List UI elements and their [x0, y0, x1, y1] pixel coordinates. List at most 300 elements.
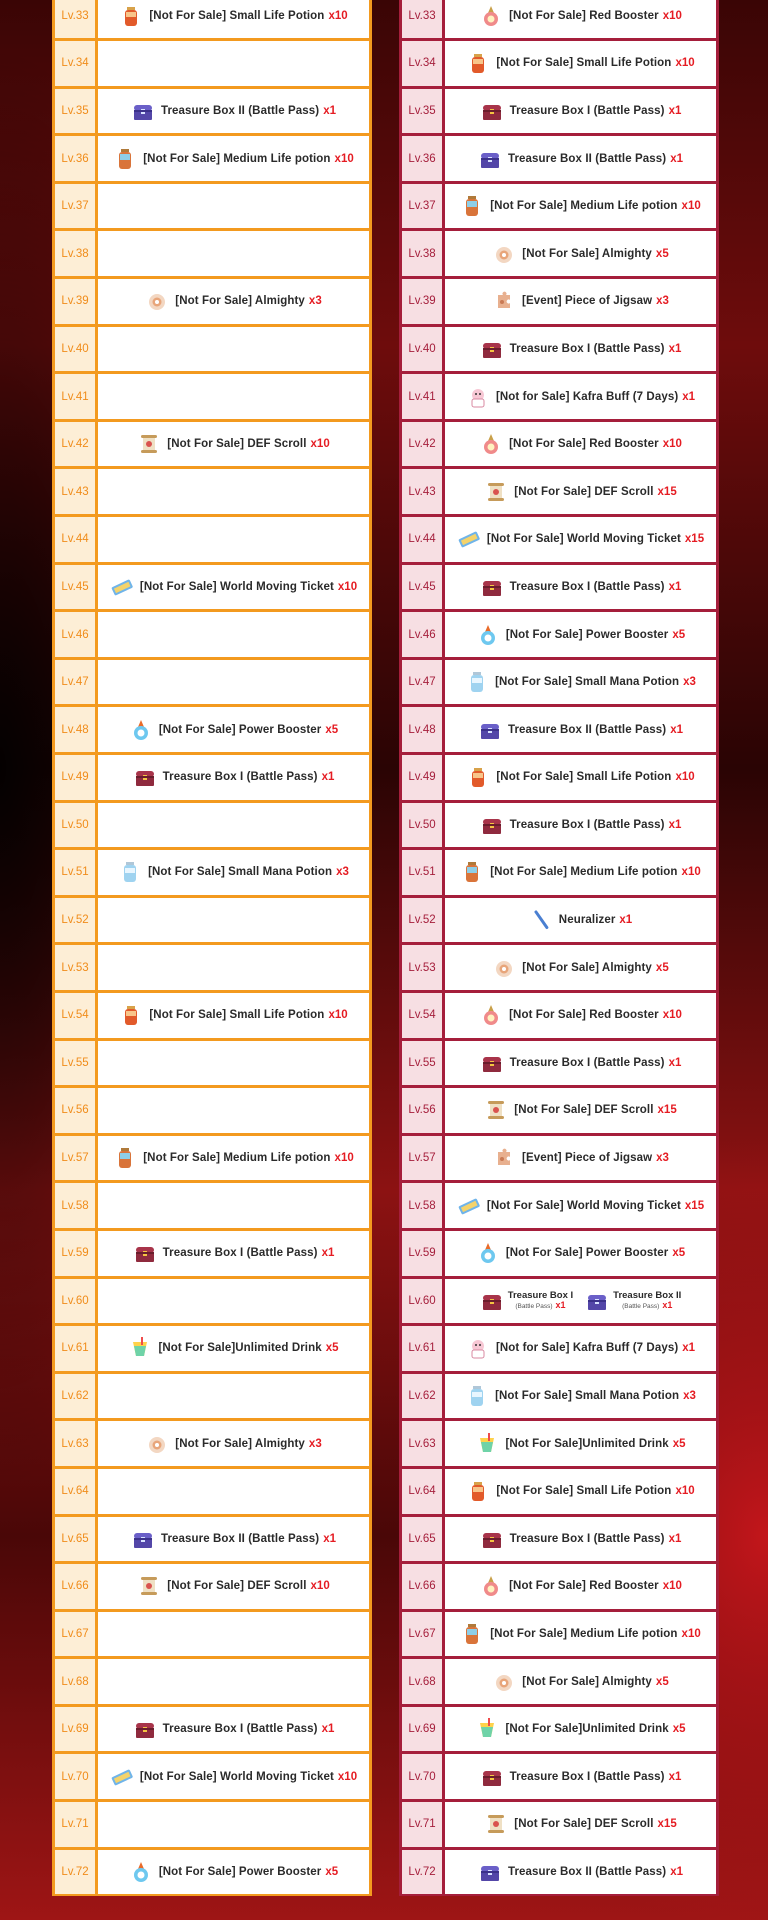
level-label: Lv.50: [402, 803, 442, 848]
free-reward-row: [52, 1563, 372, 1611]
reward-name: [Not For Sale]Unlimited Drink: [505, 1723, 669, 1736]
reward-name: Treasure Box I (Battle Pass): [509, 342, 665, 355]
reward-name: [Not For Sale] World Moving Ticket: [139, 580, 334, 593]
level-label: Lv.60: [55, 1279, 95, 1324]
free-reward-row: [52, 0, 372, 40]
premium-reward-row: [399, 1087, 719, 1135]
reward-name: [Not For Sale] Medium Life potion: [143, 1152, 331, 1165]
reward-cell: [98, 1517, 369, 1562]
level-label: Lv.38: [402, 231, 442, 276]
reward-cell: [445, 660, 716, 705]
reward-quantity: x10: [675, 771, 695, 784]
def-scroll-icon: [137, 432, 161, 456]
def-scroll-icon: [484, 1098, 508, 1122]
reward-quantity: x15: [657, 485, 677, 498]
reward-cell: [445, 1802, 716, 1847]
unlimited-drink-icon: [128, 1336, 152, 1360]
reward-cell: [445, 803, 716, 848]
level-label: Lv.59: [55, 1231, 95, 1276]
reward-cell: [98, 327, 369, 372]
reward-name: [Not For Sale] Almighty: [522, 247, 652, 260]
level-label: Lv.62: [402, 1374, 442, 1419]
premium-reward-row: [399, 468, 719, 516]
treasure-box-i-icon: [480, 337, 504, 361]
level-label: Lv.55: [402, 1041, 442, 1086]
level-label: Lv.65: [55, 1517, 95, 1562]
level-label: Lv.59: [402, 1231, 442, 1276]
level-label: Lv.33: [55, 0, 95, 38]
reward-cell: [445, 89, 716, 134]
medium-life-potion-icon: [113, 1146, 137, 1170]
level-label: Lv.67: [55, 1612, 95, 1657]
reward-cell: [98, 469, 369, 514]
reward-cell: [98, 850, 369, 895]
level-label: Lv.62: [55, 1374, 95, 1419]
level-label: Lv.36: [402, 136, 442, 181]
level-label: Lv.36: [55, 136, 95, 181]
free-reward-row: [52, 1182, 372, 1230]
premium-reward-row: [399, 563, 719, 611]
reward-cell: [98, 660, 369, 705]
reward-name: Treasure Box I: [507, 1289, 574, 1301]
premium-reward-row: [399, 706, 719, 754]
premium-reward-row: [399, 40, 719, 88]
free-reward-row: [52, 658, 372, 706]
level-label: Lv.58: [55, 1183, 95, 1228]
reward-name: Treasure Box I (Battle Pass): [509, 818, 665, 831]
free-reward-row: [52, 754, 372, 802]
reward-quantity: x10: [334, 1152, 354, 1165]
reward-name: [Not for Sale] Kafra Buff (7 Days): [495, 1342, 679, 1355]
treasure-box-ii-icon: [478, 718, 502, 742]
reward-quantity: x10: [662, 9, 682, 22]
free-reward-row: [52, 1277, 372, 1325]
reward-name: [Not For Sale] Almighty: [522, 961, 652, 974]
reward-quantity: x5: [655, 961, 669, 974]
reward-cell: [98, 184, 369, 229]
reward-cell: [445, 1612, 716, 1657]
free-reward-row: [52, 1848, 372, 1896]
reward-quantity: x10: [310, 438, 330, 451]
reward-cell: [98, 707, 369, 752]
reward-quantity: x3: [656, 295, 669, 308]
reward-cell: [98, 1612, 369, 1657]
reward-cell: [98, 1707, 369, 1752]
premium-reward-track: [399, 0, 719, 1896]
reward-cell: [98, 1421, 369, 1466]
reward-cell: [98, 898, 369, 943]
reward-name: [Not For Sale] Power Booster: [505, 628, 669, 641]
level-label: Lv.53: [402, 945, 442, 990]
level-label: Lv.42: [55, 422, 95, 467]
reward-cell: [445, 327, 716, 372]
free-reward-row: [52, 849, 372, 897]
reward-name: Treasure Box I (Battle Pass): [509, 104, 665, 117]
reward-name: [Not For Sale] Power Booster: [158, 723, 322, 736]
red-booster-icon: [479, 4, 503, 28]
medium-life-potion-icon: [460, 194, 484, 218]
free-reward-row: [52, 135, 372, 183]
reward-name: [Not For Sale] Red Booster: [509, 438, 659, 451]
reward-name: Treasure Box I (Battle Pass): [162, 1723, 318, 1736]
reward-quantity: x1: [321, 1723, 335, 1736]
reward-cell: [445, 1183, 716, 1228]
reward-cell: [445, 279, 716, 324]
reward-cell: [445, 945, 716, 990]
premium-reward-row: [399, 1563, 719, 1611]
small-life-potion-icon: [119, 4, 143, 28]
level-label: Lv.34: [402, 41, 442, 86]
premium-reward-row: [399, 420, 719, 468]
reward-quantity: x1: [668, 1532, 682, 1545]
reward-name: [Not For Sale] Almighty: [175, 295, 305, 308]
reward-quantity: x5: [672, 628, 686, 641]
reward-name: Treasure Box I (Battle Pass): [509, 1532, 665, 1545]
level-label: Lv.35: [402, 89, 442, 134]
level-label: Lv.40: [402, 327, 442, 372]
small-life-potion-icon: [466, 1479, 490, 1503]
level-label: Lv.56: [402, 1088, 442, 1133]
level-label: Lv.46: [55, 612, 95, 657]
level-label: Lv.54: [402, 993, 442, 1038]
free-reward-row: [52, 516, 372, 564]
reward-quantity: x5: [655, 247, 669, 260]
reward-quantity: x1: [670, 723, 683, 736]
reward-name: Treasure Box I (Battle Pass): [162, 771, 318, 784]
free-reward-row: [52, 1515, 372, 1563]
reward-name: [Event] Piece of Jigsaw: [522, 295, 653, 308]
free-reward-row: [52, 1467, 372, 1515]
reward-name: [Not For Sale] Small Life Potion: [149, 9, 325, 22]
world-moving-ticket-icon: [457, 1194, 481, 1218]
reward-quantity: x3: [656, 1152, 669, 1165]
reward-quantity: x5: [325, 1865, 339, 1878]
level-label: Lv.50: [55, 803, 95, 848]
medium-life-potion-icon: [460, 860, 484, 884]
reward-quantity: x10: [662, 1580, 682, 1593]
premium-reward-row: [399, 1658, 719, 1706]
reward-quantity: x10: [310, 1580, 330, 1593]
level-label: Lv.51: [402, 850, 442, 895]
reward-quantity: x10: [334, 152, 354, 165]
level-label: Lv.55: [55, 1041, 95, 1086]
level-label: Lv.57: [402, 1136, 442, 1181]
premium-reward-row: [399, 182, 719, 230]
reward-cell: [98, 1754, 369, 1799]
reward-cell: [98, 41, 369, 86]
reward-cell: [98, 1231, 369, 1276]
reward-name: [Not For Sale] Medium Life potion: [490, 200, 678, 213]
free-reward-row: [52, 420, 372, 468]
free-reward-row: [52, 1658, 372, 1706]
level-label: Lv.60: [402, 1279, 442, 1324]
reward-cell: [98, 517, 369, 562]
free-reward-row: [52, 1420, 372, 1468]
reward-name: Neuralizer: [558, 914, 616, 927]
reward-quantity: x5: [325, 723, 339, 736]
reward-cell: [445, 1136, 716, 1181]
premium-reward-row: [399, 611, 719, 659]
reward-quantity: x1: [323, 104, 336, 117]
reward-cell: [98, 422, 369, 467]
reward-name: [Not For Sale] DEF Scroll: [514, 1104, 654, 1117]
reward-name: [Not For Sale] Small Mana Potion: [495, 1390, 680, 1403]
free-reward-row: [52, 1087, 372, 1135]
almighty-icon: [492, 956, 516, 980]
reward-cell: [98, 374, 369, 419]
reward-name: [Not For Sale] DEF Scroll: [514, 485, 654, 498]
reward-cell: [445, 1421, 716, 1466]
reward-name: Treasure Box II (Battle Pass): [507, 723, 667, 736]
premium-reward-row: [399, 135, 719, 183]
split-reward: [585, 1289, 681, 1313]
level-label: Lv.33: [402, 0, 442, 38]
premium-reward-row: [399, 1039, 719, 1087]
reward-cell: [445, 1564, 716, 1609]
level-label: Lv.64: [55, 1469, 95, 1514]
reward-quantity: x1: [662, 1299, 673, 1310]
premium-reward-row: [399, 325, 719, 373]
treasure-box-i-icon: [480, 1051, 504, 1075]
reward-cell: [98, 231, 369, 276]
level-label: Lv.37: [402, 184, 442, 229]
reward-quantity: x10: [662, 1009, 682, 1022]
reward-quantity: x10: [328, 9, 348, 22]
reward-name: Treasure Box II (Battle Pass): [507, 152, 667, 165]
premium-reward-row: [399, 1515, 719, 1563]
reward-cell: [98, 612, 369, 657]
level-label: Lv.53: [55, 945, 95, 990]
free-reward-row: [52, 230, 372, 278]
reward-quantity: x10: [337, 580, 358, 593]
reward-cell: [445, 612, 716, 657]
reward-name: [Not For Sale] Small Life Potion: [149, 1009, 325, 1022]
level-label: Lv.49: [55, 755, 95, 800]
treasure-box-ii-icon: [131, 1527, 155, 1551]
reward-cell: [98, 1183, 369, 1228]
level-label: Lv.69: [402, 1707, 442, 1752]
reward-name: [Not For Sale] Medium Life potion: [143, 152, 331, 165]
reward-name: Treasure Box I (Battle Pass): [509, 1770, 665, 1783]
reward-quantity: x1: [321, 771, 335, 784]
level-label: Lv.48: [402, 707, 442, 752]
treasure-box-i-icon: [480, 575, 504, 599]
reward-quantity: x15: [684, 533, 705, 546]
reward-cell: [445, 850, 716, 895]
level-label: Lv.58: [402, 1183, 442, 1228]
reward-cell: [445, 184, 716, 229]
reward-name: [Not For Sale] Power Booster: [505, 1247, 669, 1260]
small-mana-potion-icon: [118, 860, 142, 884]
level-label: Lv.61: [402, 1326, 442, 1371]
premium-reward-row: [399, 1610, 719, 1658]
treasure-box-i-icon: [480, 1289, 504, 1313]
reward-name: [Not For Sale] DEF Scroll: [514, 1818, 654, 1831]
reward-cell: [445, 1326, 716, 1371]
reward-quantity: x3: [308, 1437, 322, 1450]
level-label: Lv.39: [55, 279, 95, 324]
reward-cell: [98, 1659, 369, 1704]
reward-name: [Not For Sale] Red Booster: [509, 1009, 659, 1022]
level-label: Lv.70: [402, 1754, 442, 1799]
reward-cell: [445, 1707, 716, 1752]
free-reward-row: [52, 1039, 372, 1087]
premium-reward-row: [399, 1372, 719, 1420]
premium-reward-row: [399, 516, 719, 564]
treasure-box-ii-icon: [478, 1860, 502, 1884]
reward-name: [Not For Sale] World Moving Ticket: [486, 1199, 681, 1212]
reward-cell: [98, 755, 369, 800]
free-reward-row: [52, 1325, 372, 1373]
almighty-icon: [492, 1670, 516, 1694]
reward-name: [Event] Piece of Jigsaw: [522, 1152, 653, 1165]
reward-name: [Not For Sale] DEF Scroll: [167, 1580, 307, 1593]
reward-name: [Not For Sale] Small Life Potion: [496, 57, 672, 70]
free-reward-row: [52, 373, 372, 421]
reward-cell: [445, 41, 716, 86]
treasure-box-i-icon: [133, 765, 157, 789]
reward-quantity: x10: [681, 866, 701, 879]
level-label: Lv.41: [55, 374, 95, 419]
reward-cell: [445, 1754, 716, 1799]
premium-reward-row: [399, 896, 719, 944]
power-booster-icon: [129, 1860, 153, 1884]
premium-reward-row: [399, 1277, 719, 1325]
level-label: Lv.35: [55, 89, 95, 134]
premium-reward-row: [399, 1467, 719, 1515]
reward-quantity: x3: [308, 295, 322, 308]
reward-cell: [98, 1136, 369, 1181]
reward-name: Treasure Box II (Battle Pass): [507, 1865, 667, 1878]
free-reward-row: [52, 1610, 372, 1658]
reward-cell: [445, 1041, 716, 1086]
reward-quantity: x5: [672, 1723, 686, 1736]
reward-name: [Not for Sale] Kafra Buff (7 Days): [495, 390, 679, 403]
level-label: Lv.57: [55, 1136, 95, 1181]
premium-reward-row: [399, 944, 719, 992]
free-reward-row: [52, 1134, 372, 1182]
level-label: Lv.41: [402, 374, 442, 419]
level-label: Lv.68: [55, 1659, 95, 1704]
premium-reward-row: [399, 1229, 719, 1277]
level-label: Lv.42: [402, 422, 442, 467]
reward-quantity: x1: [668, 580, 682, 593]
reward-quantity: x10: [337, 1770, 358, 1783]
treasure-box-i-icon: [480, 813, 504, 837]
reward-quantity: x10: [681, 1627, 701, 1640]
reward-cell: [98, 1850, 369, 1895]
almighty-icon: [145, 289, 169, 313]
reward-cell: [98, 0, 369, 38]
reward-name: [Not For Sale]Unlimited Drink: [505, 1437, 669, 1450]
free-reward-row: [52, 278, 372, 326]
reward-quantity: x1: [668, 1056, 682, 1069]
premium-reward-row: [399, 1705, 719, 1753]
world-moving-ticket-icon: [110, 1765, 134, 1789]
reward-cell: [445, 1231, 716, 1276]
reward-subtitle: (Battle Pass): [515, 1302, 553, 1310]
reward-quantity: x3: [336, 866, 349, 879]
level-label: Lv.71: [402, 1802, 442, 1847]
reward-quantity: x15: [657, 1104, 677, 1117]
reward-name: Treasure Box I (Battle Pass): [162, 1247, 318, 1260]
free-reward-row: [52, 468, 372, 516]
free-reward-row: [52, 182, 372, 230]
reward-quantity: x3: [683, 1390, 696, 1403]
level-label: Lv.48: [55, 707, 95, 752]
level-label: Lv.47: [55, 660, 95, 705]
reward-cell: [98, 1326, 369, 1371]
free-reward-row: [52, 706, 372, 754]
small-life-potion-icon: [466, 765, 490, 789]
free-reward-row: [52, 87, 372, 135]
reward-cell: [98, 136, 369, 181]
premium-reward-row: [399, 801, 719, 849]
reward-name: [Not For Sale] Medium Life potion: [490, 1627, 678, 1640]
treasure-box-i-icon: [133, 1717, 157, 1741]
red-booster-icon: [479, 1574, 503, 1598]
reward-cell: [98, 1469, 369, 1514]
level-label: Lv.69: [55, 1707, 95, 1752]
split-reward: [480, 1289, 573, 1313]
level-label: Lv.68: [402, 1659, 442, 1704]
premium-reward-row: [399, 230, 719, 278]
reward-cell: [445, 565, 716, 610]
free-reward-row: [52, 1753, 372, 1801]
reward-cell: [98, 993, 369, 1038]
level-label: Lv.72: [402, 1850, 442, 1895]
reward-quantity: x1: [555, 1299, 566, 1310]
level-label: Lv.52: [402, 898, 442, 943]
neuralizer-icon: [529, 908, 553, 932]
reward-name: [Not For Sale] Almighty: [175, 1437, 305, 1450]
level-label: Lv.49: [402, 755, 442, 800]
jigsaw-piece-icon: [492, 289, 516, 313]
unlimited-drink-icon: [475, 1717, 499, 1741]
red-booster-icon: [479, 432, 503, 456]
level-label: Lv.44: [402, 517, 442, 562]
free-reward-row: [52, 944, 372, 992]
reward-name: [Not For Sale] Small Mana Potion: [495, 676, 680, 689]
reward-cell: [445, 469, 716, 514]
reward-name: [Not For Sale]Unlimited Drink: [158, 1342, 322, 1355]
reward-cell: [98, 1041, 369, 1086]
premium-reward-row: [399, 373, 719, 421]
medium-life-potion-icon: [113, 147, 137, 171]
reward-cell: [98, 803, 369, 848]
small-life-potion-icon: [466, 51, 490, 75]
level-label: Lv.66: [55, 1564, 95, 1609]
treasure-box-ii-icon: [585, 1289, 609, 1313]
reward-quantity: x10: [675, 57, 695, 70]
reward-cell: [98, 89, 369, 134]
reward-cell: [445, 898, 716, 943]
free-reward-row: [52, 611, 372, 659]
reward-cell: [445, 1279, 716, 1324]
free-reward-track: [52, 0, 372, 1896]
premium-reward-row: [399, 754, 719, 802]
free-reward-row: [52, 1801, 372, 1849]
free-reward-row: [52, 325, 372, 373]
reward-cell: [98, 945, 369, 990]
reward-quantity: x10: [675, 1485, 695, 1498]
reward-name: Treasure Box I (Battle Pass): [509, 1056, 665, 1069]
reward-quantity: x3: [683, 676, 696, 689]
reward-cell: [445, 0, 716, 38]
treasure-box-ii-icon: [478, 147, 502, 171]
level-label: Lv.43: [55, 469, 95, 514]
free-reward-row: [52, 563, 372, 611]
